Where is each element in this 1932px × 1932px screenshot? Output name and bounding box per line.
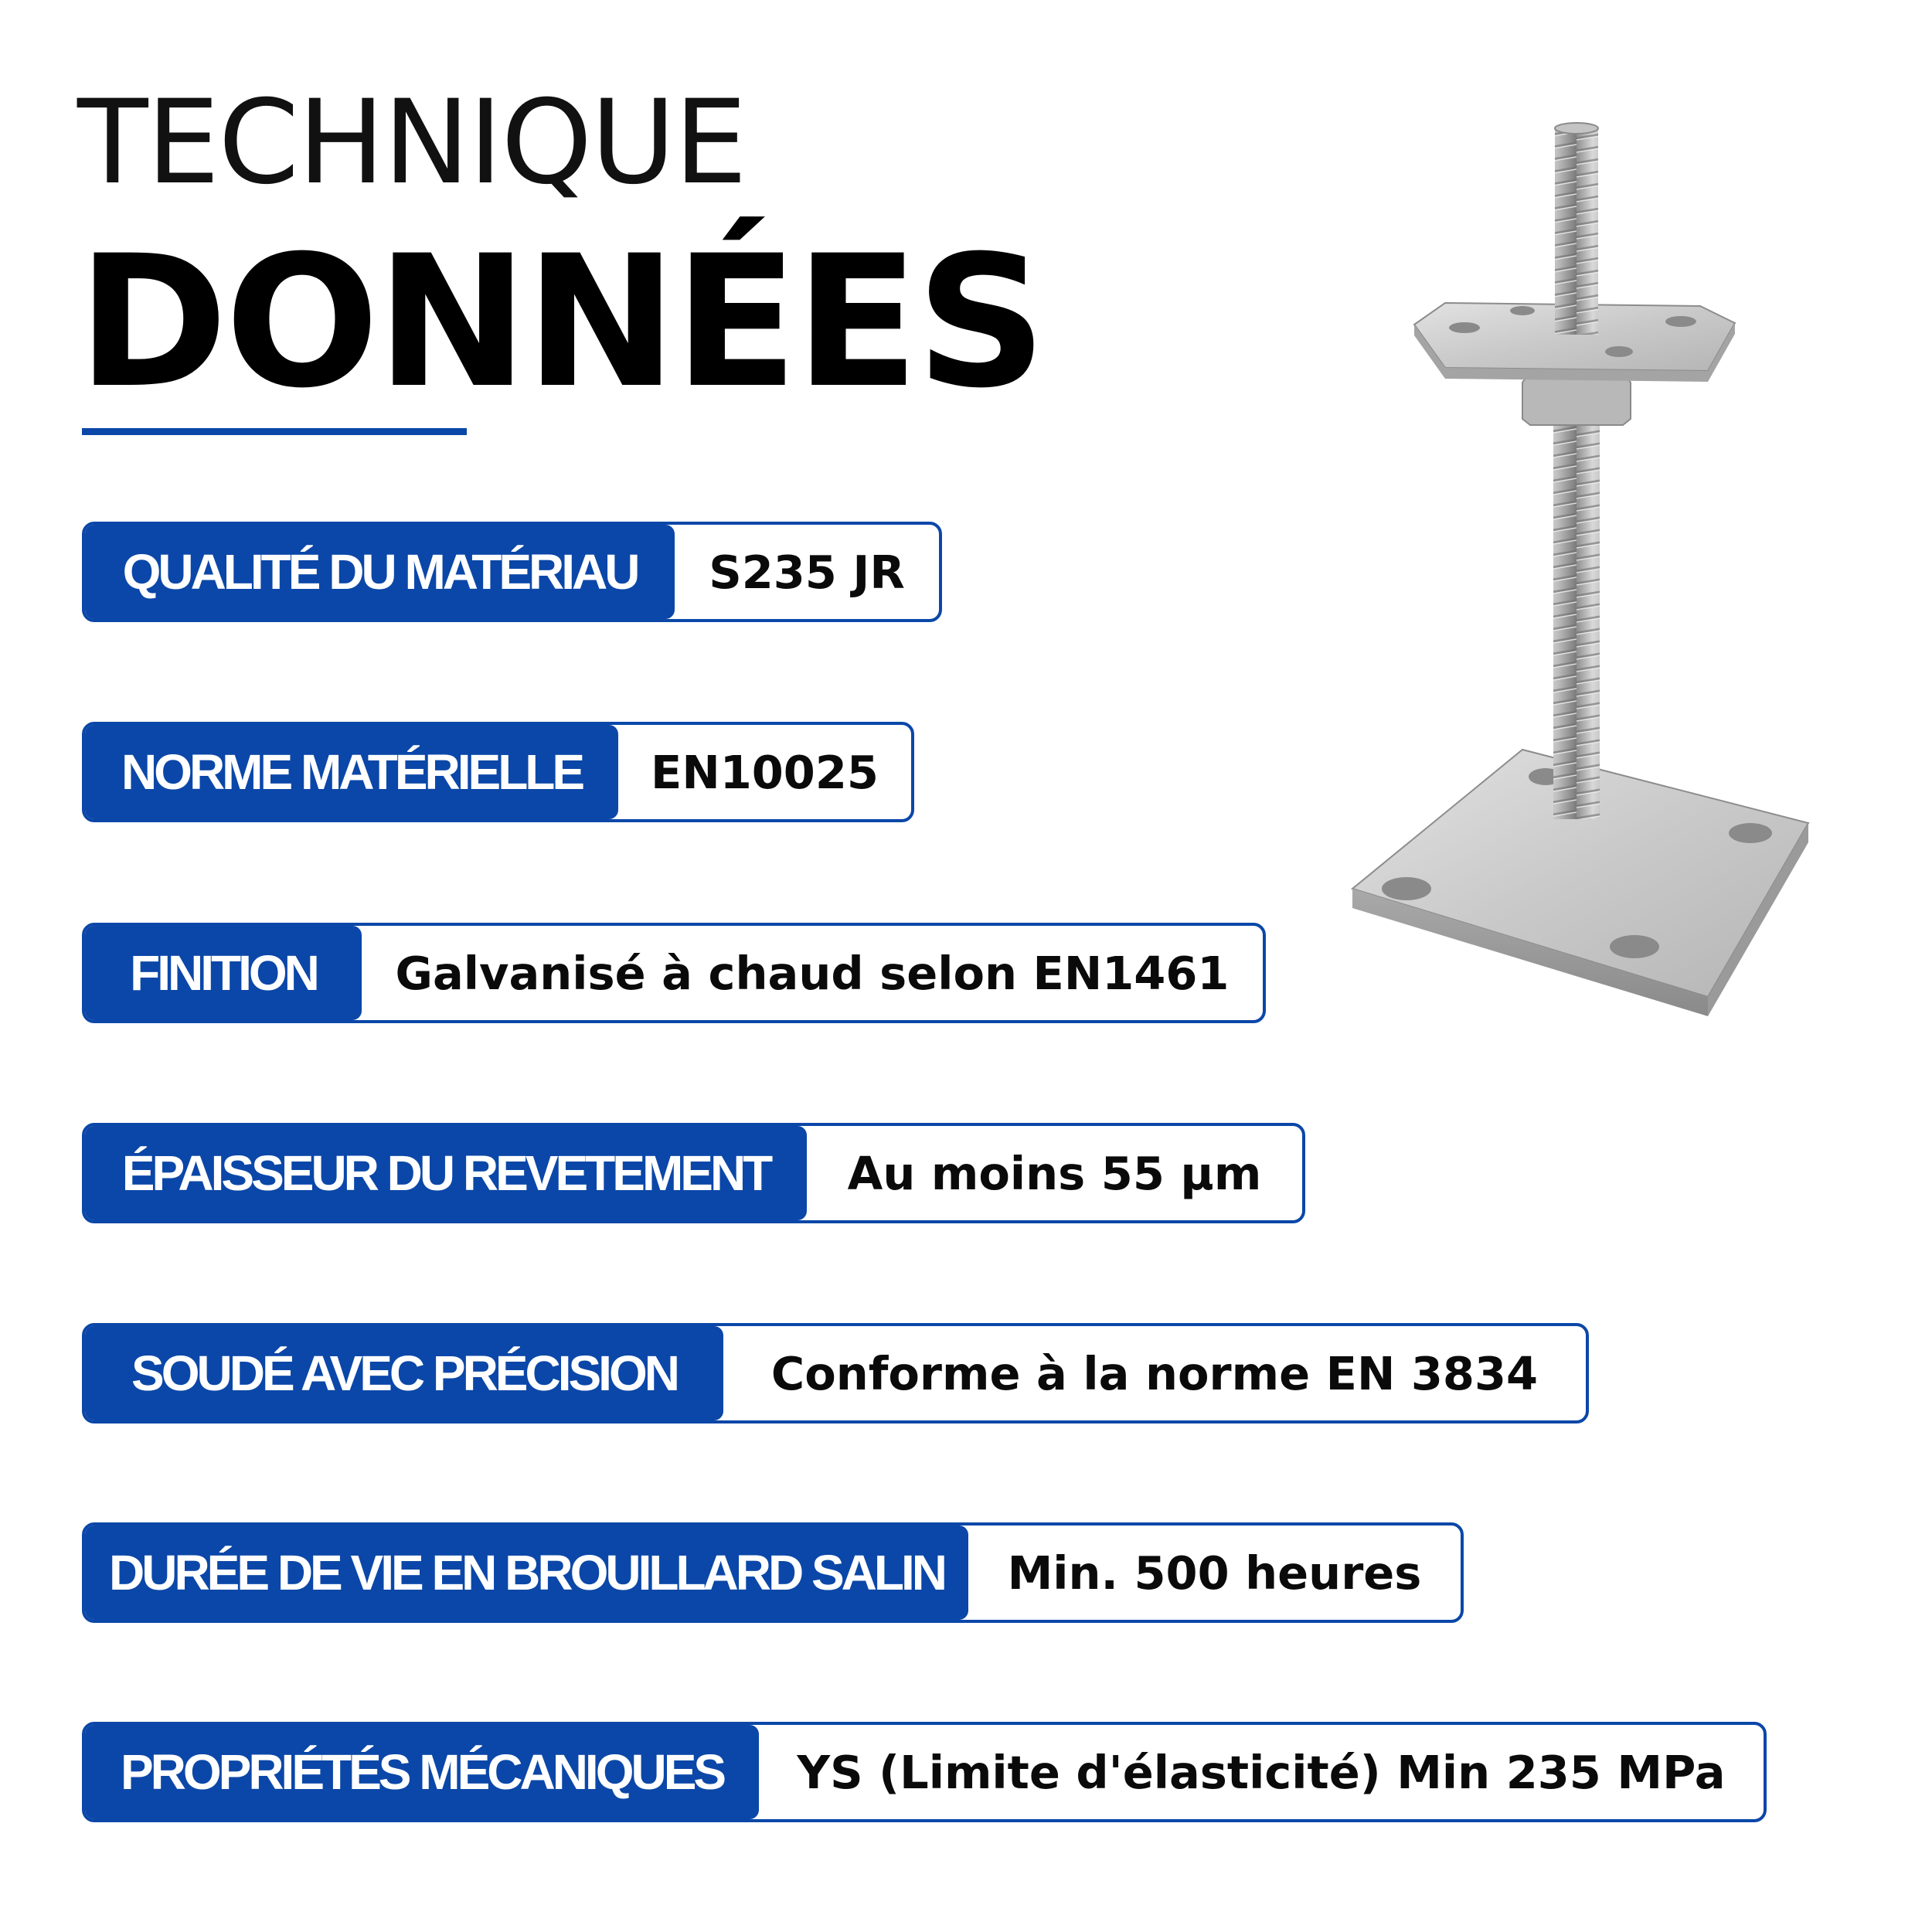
spec-value: S235 JR: [709, 545, 905, 599]
spec-value: YS (Limite d'élasticité) Min 235 MPa: [797, 1745, 1726, 1799]
spec-value: Conforme à la norme EN 3834: [770, 1346, 1539, 1400]
spec-label: QUALITÉ DU MATÉRIAU: [85, 525, 675, 619]
spec-value: Min. 500 heures: [1007, 1546, 1422, 1600]
spec-row-mechanical-properties: [82, 1722, 1767, 1822]
base-hole-icon: [1382, 877, 1431, 900]
spec-value: EN10025: [651, 745, 879, 799]
rod-tip: [1555, 123, 1598, 134]
base-hole-icon: [1610, 935, 1659, 958]
product-image: [1345, 116, 1824, 1028]
top-hole-icon: [1605, 346, 1633, 357]
spec-row-material-quality: [82, 522, 942, 622]
base-hole-icon: [1729, 823, 1772, 843]
spec-label: NORME MATÉRIELLE: [85, 725, 618, 819]
spec-row-material-standard: [82, 722, 914, 822]
top-hole-icon: [1665, 316, 1696, 327]
spec-label: ÉPAISSEUR DU REVETEMENT: [85, 1126, 807, 1220]
spec-row-precision-welding: [82, 1323, 1589, 1423]
spec-row-salt-spray-life: [82, 1522, 1464, 1623]
top-hole-icon: [1510, 306, 1535, 315]
spec-value: Au moins 55 µm: [847, 1146, 1262, 1200]
spec-row-coating-thickness: [82, 1123, 1305, 1223]
spec-label: FINITION: [85, 926, 362, 1020]
spec-value: Galvanisé à chaud selon EN1461: [395, 946, 1230, 1000]
spec-row-finish: [82, 923, 1266, 1023]
top-hole-icon: [1449, 322, 1480, 333]
threaded-rod-upper: [1555, 128, 1598, 335]
page-title-bold: DONNÉES: [77, 217, 1044, 428]
page-title-light: TECHNIQUE: [77, 76, 747, 210]
threaded-rod-lower: [1553, 410, 1600, 819]
spec-label: PROPRIÉTÉS MÉCANIQUES: [85, 1725, 759, 1819]
title-underline: [82, 428, 467, 435]
spec-label: DURÉE DE VIE EN BROUILLARD SALIN: [85, 1526, 968, 1620]
spec-label: SOUDÉ AVEC PRÉCISION: [85, 1326, 723, 1420]
